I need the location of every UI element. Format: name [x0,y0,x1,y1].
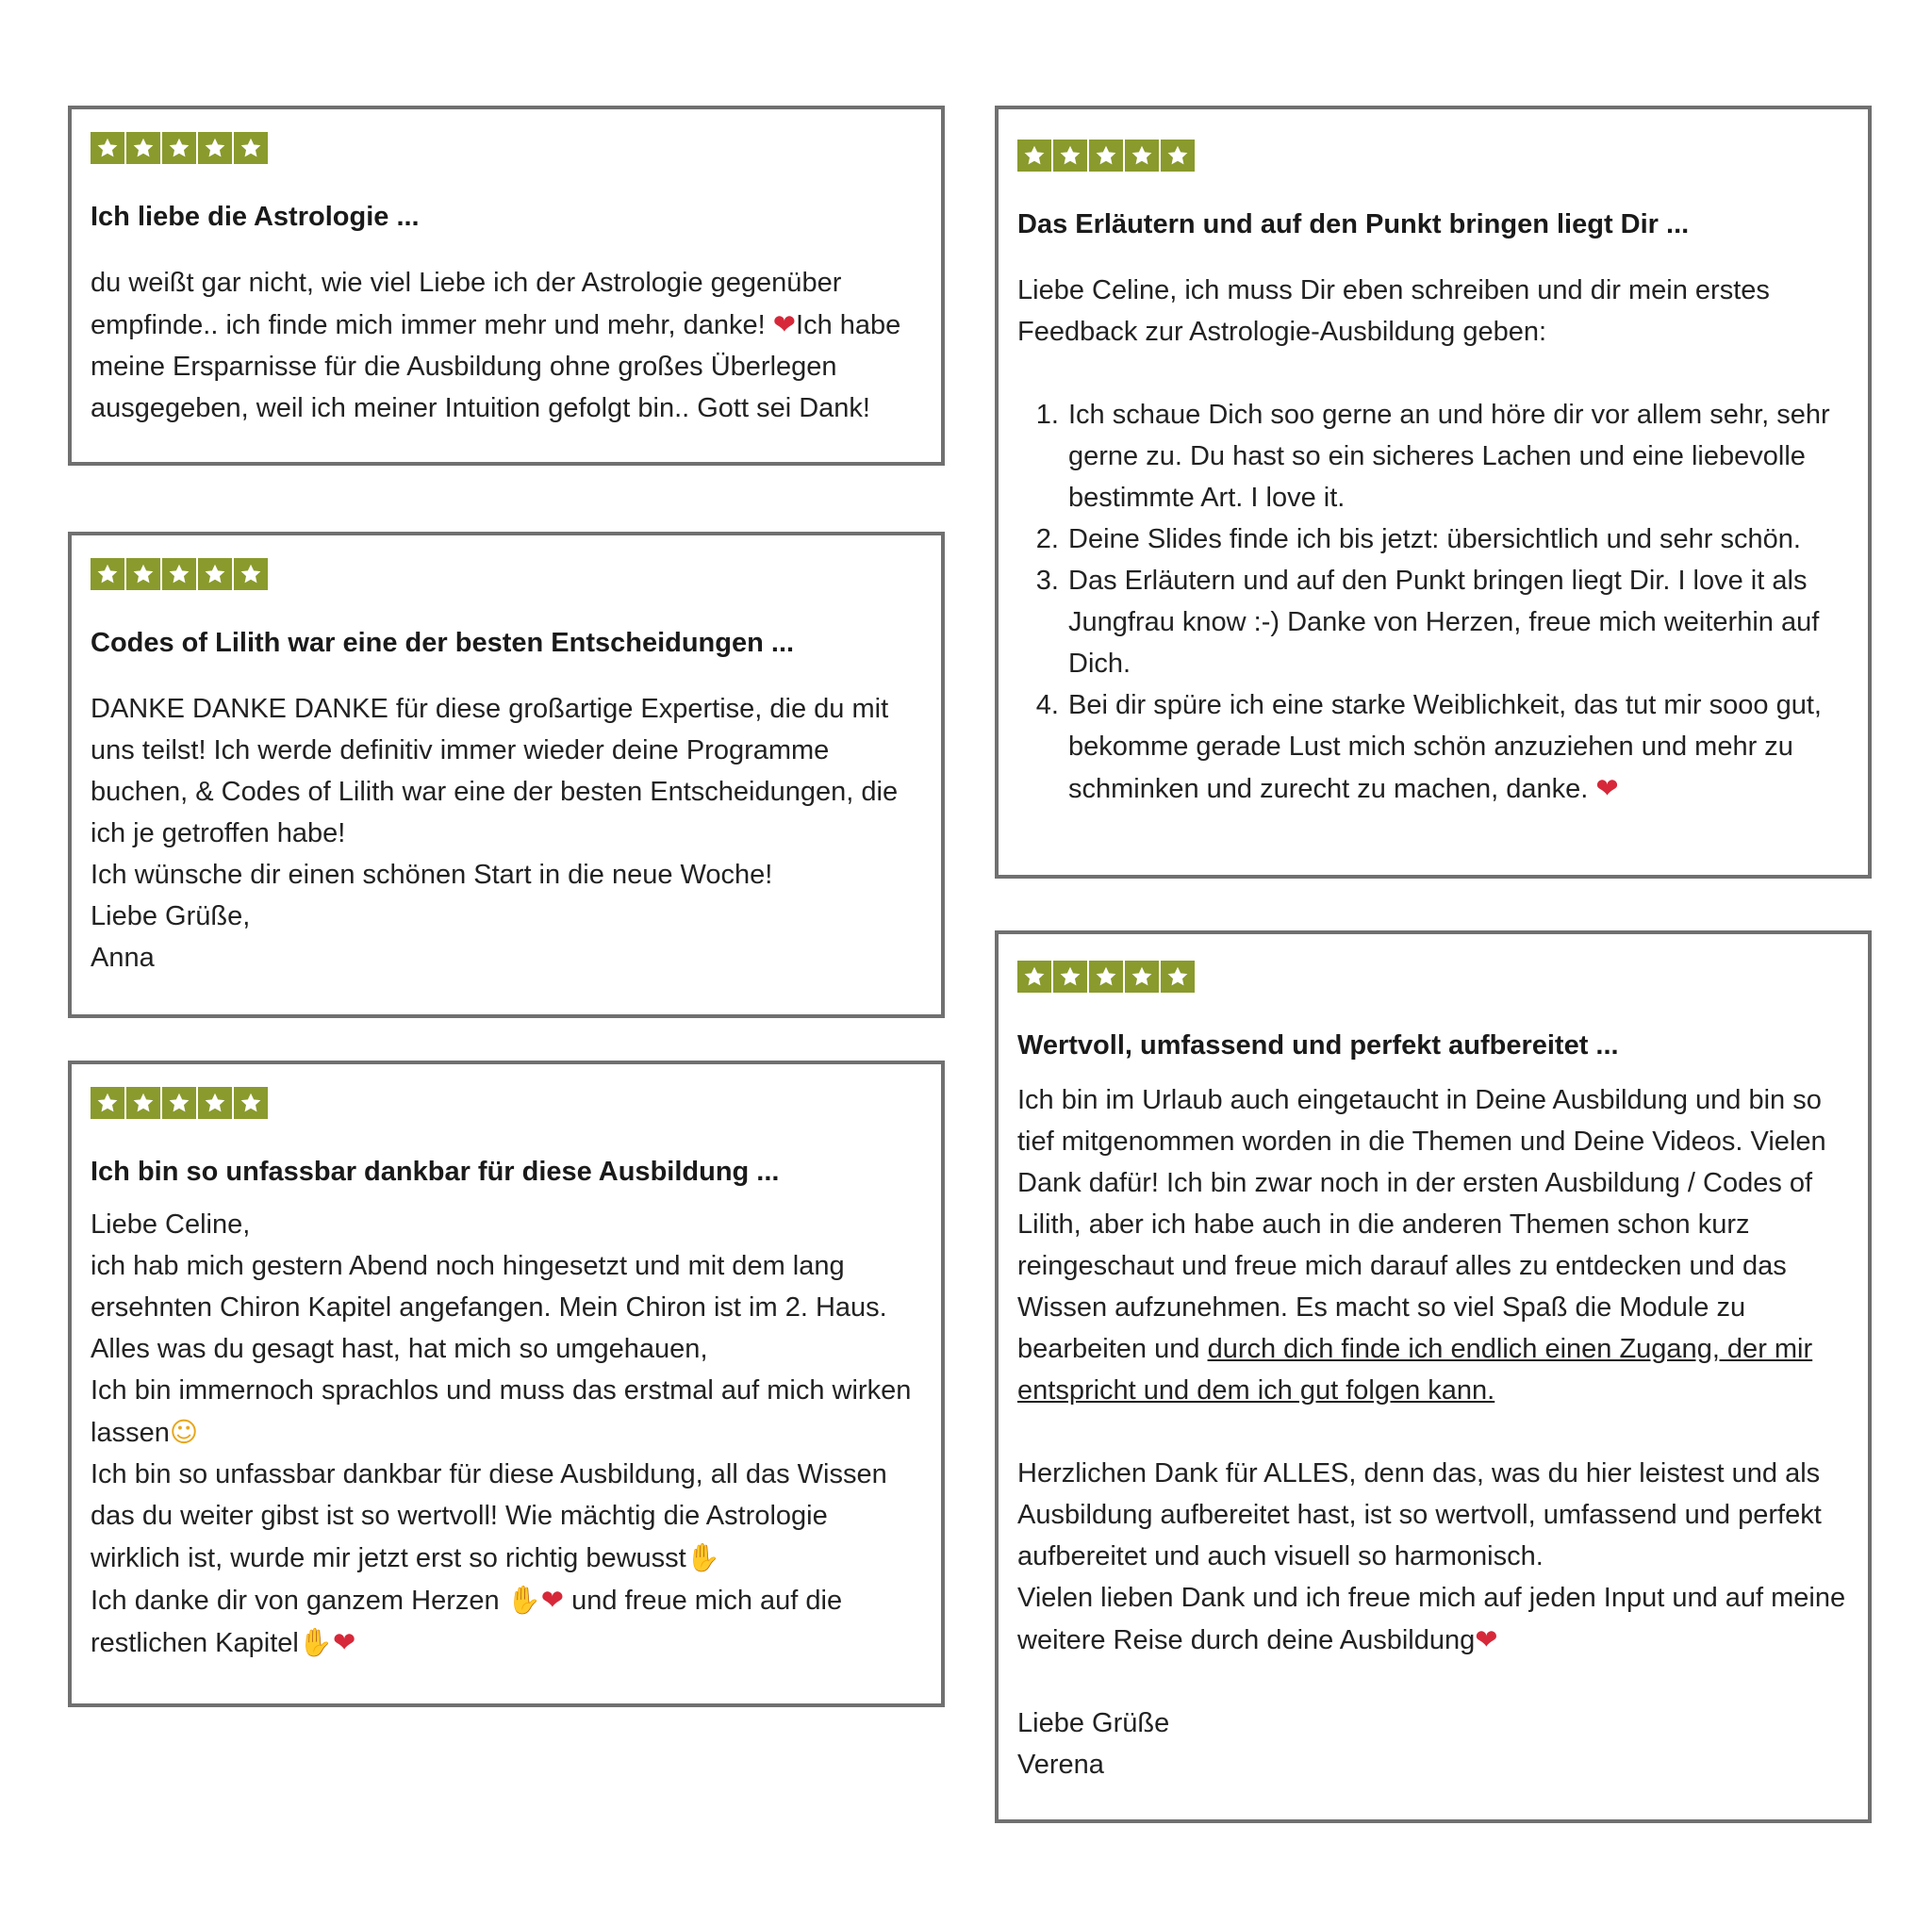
review-card-1 [68,106,945,466]
review-signature: Anna [91,943,155,973]
red-heart-icon: ❤ [540,1584,565,1616]
star-icon [91,132,124,164]
star-icon [162,1087,196,1119]
star-rating [1017,140,1849,172]
star-icon [1089,961,1123,993]
star-icon [91,1087,124,1119]
review-text: Ich habe meine Ersparnisse für die Ausbildung ohne großes Überlegen ausgegeben, weil ich meiner Intuition gefolgt bin.. Gott sei Dank! [91,310,901,423]
star-icon [1161,140,1195,172]
star-icon [1053,961,1087,993]
star-icon [1125,140,1159,172]
star-icon [198,558,232,590]
star-icon [1161,961,1195,993]
review-text: du weißt gar nicht, wie viel Liebe ich der Astrologie gegenüber empfinde.. ich finde mich immer mehr und mehr, danke! [91,268,842,340]
review-text: Ich bin immernoch sprachlos und muss das erstmal auf mich wirken lassen [91,1375,912,1448]
list-item: 2. Deine Slides finde ich bis jetzt: übersichtlich und sehr schön. [1066,518,1849,560]
review-title: Wertvoll, umfassend und perfekt aufbereitet ... [1017,1030,1619,1061]
review-card-2 [68,532,945,1018]
review-card-5 [995,930,1872,1823]
review-text: ich hab mich gestern Abend noch hingesetzt und mit dem lang ersehnten Chiron Kapitel angefangen. Mein Chiron ist im 2. Haus. [91,1251,887,1323]
star-icon [234,1087,268,1119]
review-text: Vielen lieben Dank und ich freue mich auf jeden Input und auf meine weitere Reise durch deine Ausbildung [1017,1583,1846,1655]
review-text: Liebe Grüße, [91,901,251,931]
star-icon [91,558,124,590]
review-text: Ich bin so unfassbar dankbar für diese Ausbildung, all das Wissen das du weiter gibst ist so wertvoll! Wie mächtig die Astrologie wirklich ist, wurde mir jetzt erst so richtig bewusst [91,1459,887,1573]
grinning-sweat-face-icon: ☺ [169,1416,199,1448]
star-icon [198,1087,232,1119]
star-icon [234,132,268,164]
list-item: 3. Das Erläutern und auf den Punkt bringen liegt Dir. I love it als Jungfrau know :-) Danke von Herzen, freue mich weiterhin auf Dich. [1066,560,1849,684]
open-hands-icon: ✋ [506,1584,541,1616]
review-body [91,688,922,979]
review-body [1017,1079,1849,1785]
highlighted-text: durch dich finde ich endlich einen Zugang, der mir entspricht und dem ich gut folgen kann. [1017,1334,1813,1406]
list-item-text: Bei dir spüre ich eine starke Weiblichkeit, das tut mir sooo gut, bekomme gerade Lust mich schön anzuziehen und mehr zu schminken und zurecht zu machen, danke. [1068,690,1822,804]
review-text: Alles was du gesagt hast, hat mich so umgehauen, [91,1334,708,1364]
red-heart-icon: ❤ [772,308,797,340]
review-body [91,262,922,429]
star-rating [91,1087,922,1119]
star-icon [126,132,160,164]
heart-with-ribbon-icon: ❤ [1475,1623,1498,1655]
red-heart-icon: ❤ [1595,772,1619,804]
star-rating [91,132,922,164]
review-signature: Verena [1017,1750,1104,1780]
star-icon [126,1087,160,1119]
review-body [91,1204,922,1664]
review-title: Das Erläutern und auf den Punkt bringen liegt Dir ... [1017,209,1690,239]
list-item [1066,684,1849,810]
review-title: Ich bin so unfassbar dankbar für diese Ausbildung ... [91,1157,780,1187]
folded-hands-icon: ✋ [685,1541,720,1573]
star-icon [162,558,196,590]
review-card-3 [68,1061,945,1707]
star-rating [91,558,922,590]
review-body [1017,270,1849,810]
star-icon [1053,140,1087,172]
review-text: DANKE DANKE DANKE für diese großartige Expertise, die du mit uns teilst! Ich werde definitiv immer wieder deine Programme buchen, & Codes of Lilith war eine der besten Entscheidungen, die ich je getroffen habe! [91,694,899,848]
star-icon [234,558,268,590]
star-icon [1125,961,1159,993]
star-icon [126,558,160,590]
review-text: Ich danke dir von ganzem Herzen [91,1586,507,1616]
star-icon [1017,140,1051,172]
review-closing: Liebe Grüße [1017,1708,1170,1738]
folded-hands-icon: ✋ [298,1626,333,1658]
review-title: Codes of Lilith war eine der besten Entscheidungen ... [91,628,795,658]
red-heart-icon: ❤ [332,1626,356,1658]
list-item: 1. Ich schaue Dich soo gerne an und höre dir vor allem sehr, sehr gerne zu. Du hast so ein sicheres Lachen und eine liebevolle bestimmte Art. I love it. [1066,394,1849,518]
review-text: Liebe Celine, [91,1209,251,1240]
review-text: Herzlichen Dank für ALLES, denn das, was du hier leistest und als Ausbildung aufbereitet hast, ist so wertvoll, umfassend und perfekt aufbereitet und auch visuell so harmonisch. [1017,1458,1822,1571]
review-text: und freue mich auf die restlichen Kapitel [91,1586,843,1658]
star-icon [198,132,232,164]
star-icon [1017,961,1051,993]
review-text: Liebe Celine, ich muss Dir eben schreiben und dir mein erstes Feedback zur Astrologie-Ausbildung geben: [1017,275,1770,347]
feedback-list [1017,394,1849,810]
review-text: Ich bin im Urlaub auch eingetaucht in Deine Ausbildung und bin so tief mitgenommen worden in die Themen und Deine Videos. Vielen Dank dafür! Ich bin zwar noch in der ersten Ausbildung / Codes of Lilith, aber ich habe auch in die anderen Themen schon kurz reingeschaut und freue mich darauf alles zu entdecken und das Wissen aufzunehmen. Es macht so viel Spaß die Module zu bearbeiten und [1017,1085,1826,1364]
review-title: Ich liebe die Astrologie ... [91,202,420,232]
review-card-4 [995,106,1872,879]
review-text: Ich wünsche dir einen schönen Start in die neue Woche! [91,860,773,890]
star-icon [1089,140,1123,172]
star-rating [1017,961,1849,993]
star-icon [162,132,196,164]
